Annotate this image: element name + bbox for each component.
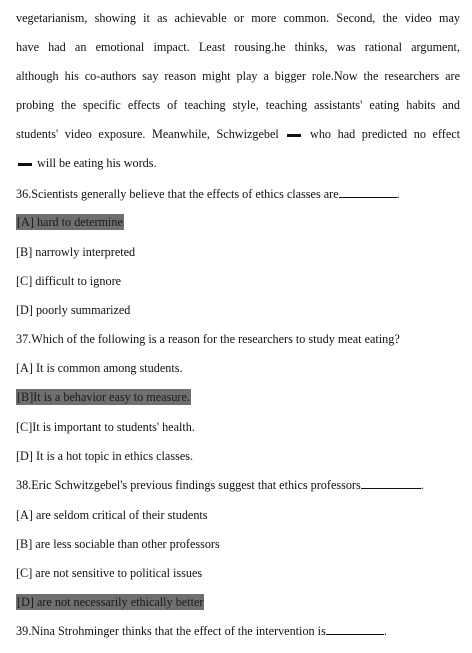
question-text: 39.Nina Strohminger thinks that the effect of the intervention is bbox=[16, 624, 326, 638]
option-38-c[interactable] bbox=[16, 564, 202, 582]
question-37-stem bbox=[16, 330, 400, 348]
passage-line bbox=[16, 149, 460, 178]
passage-line: have had an emotional impact. Least rousing.he thinks, was rational argument, bbox=[16, 40, 460, 54]
passage-text: students' video exposure. Meanwhile, Schwizgebel bbox=[16, 127, 279, 141]
passage-line: vegetarianism, showing it as achievable or more common. Second, the video may bbox=[16, 11, 460, 25]
answer-blank bbox=[326, 622, 384, 635]
passage-text: who had predicted no effect bbox=[310, 127, 461, 141]
question-38-stem bbox=[16, 476, 424, 494]
question-39-stem bbox=[16, 622, 387, 640]
option-text: [B] narrowly interpreted bbox=[16, 245, 136, 259]
option-text: [A] It is common among students. bbox=[16, 361, 183, 375]
question-text: 37.Which of the following is a reason for the researchers to study meat eating? bbox=[16, 332, 400, 346]
option-38-a[interactable] bbox=[16, 506, 208, 524]
question-end: . bbox=[396, 187, 400, 201]
passage-line: probing the specific effects of teaching style, teaching assistants' eating habits and bbox=[16, 98, 460, 112]
em-dash bbox=[287, 134, 301, 137]
passage-paragraph bbox=[16, 4, 460, 178]
option-text: [A] hard to determine bbox=[17, 215, 123, 229]
option-text: [B]It is a behavior easy to measure. bbox=[17, 390, 190, 404]
option-36-d[interactable] bbox=[16, 301, 130, 319]
em-dash bbox=[18, 163, 32, 166]
option-text: [D] It is a hot topic in ethics classes. bbox=[16, 449, 194, 463]
option-text: [C]It is important to students' health. bbox=[16, 420, 195, 434]
option-text: [C] difficult to ignore bbox=[16, 274, 122, 288]
question-end: . bbox=[420, 478, 424, 492]
option-37-c[interactable] bbox=[16, 418, 195, 436]
option-37-b[interactable] bbox=[16, 388, 191, 406]
option-text: [B] are less sociable than other professors bbox=[16, 537, 220, 551]
option-text: [D] poorly summarized bbox=[16, 303, 131, 317]
passage-text: will be eating his words. bbox=[37, 156, 157, 170]
option-36-b[interactable] bbox=[16, 243, 135, 261]
option-text: [D] are not necessarily ethically better bbox=[17, 595, 204, 609]
question-end: . bbox=[383, 624, 387, 638]
option-text: [A] are seldom critical of their students bbox=[16, 508, 208, 522]
passage-line: although his co-authors say reason might play a bigger role.Now the researchers are bbox=[16, 69, 460, 83]
option-37-d[interactable] bbox=[16, 447, 193, 465]
answer-blank bbox=[339, 185, 397, 198]
option-36-a[interactable] bbox=[16, 213, 124, 231]
option-37-a[interactable] bbox=[16, 359, 183, 377]
question-text: 36.Scientists generally believe that the effects of ethics classes are bbox=[16, 187, 339, 201]
passage-line bbox=[16, 120, 460, 149]
question-36-stem bbox=[16, 185, 400, 203]
option-36-c[interactable] bbox=[16, 272, 121, 290]
option-38-b[interactable] bbox=[16, 535, 220, 553]
option-text: [C] are not sensitive to political issues bbox=[16, 566, 203, 580]
answer-blank bbox=[361, 476, 421, 489]
question-text: 38.Eric Schwitzgebel's previous findings suggest that ethics professors bbox=[16, 478, 361, 492]
option-38-d[interactable] bbox=[16, 593, 204, 611]
